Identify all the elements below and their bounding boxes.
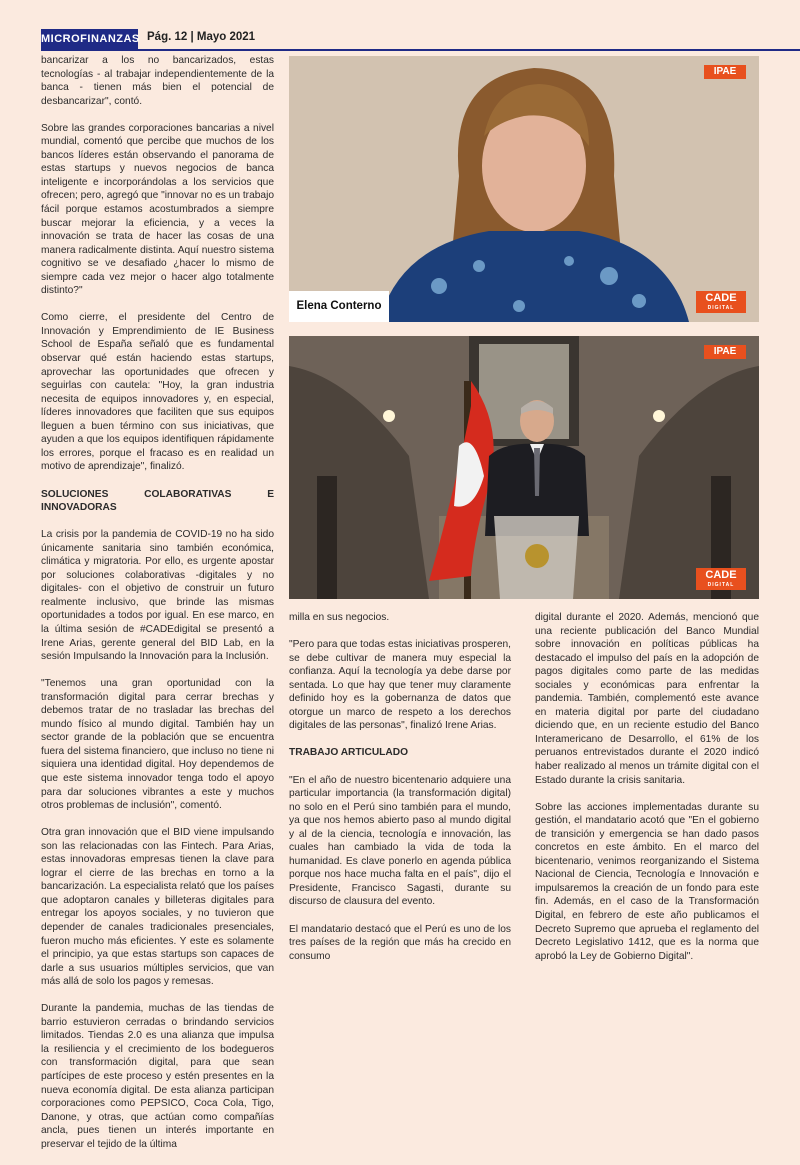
paragraph: Sobre las grandes corporaciones bancarias a nivel mundial, comentó que percibe que muchos de los bancos líderes están observando el panorama de estas startups y nuevos negocios de banca inteligente e incorporándolas a los servicios que ofrecen; pero, agregó que "innovar no es un trabajo fácil porque estamos acostumbrados a siempre buscar mejorar la eficiencia, y a veces la innovación se trata de hacer las cosas de una manera radicalmente distinta. Aquí nuestro sistema cognitivo se ve desafiado ¿hacer lo mismo de siempre cada vez mejor o hacer algo totalmente distinto?"	[41, 122, 274, 297]
article-column-2	[289, 611, 511, 977]
page-info: Pág. 12 | Mayo 2021	[147, 31, 256, 43]
paragraph: milla en sus negocios.	[289, 612, 390, 623]
cade-logo-subtitle: DIGITAL	[707, 582, 735, 588]
cade-logo	[696, 568, 746, 590]
paragraph: Como cierre, el presidente del Centro de Innovación y Emprendimiento de IE Business School de España señaló que es fundamental observar qué están haciendo estas startups, aprovechar las oportunidades que ofrecen y seguirlas con cautela: "Hoy, la gran industria necesita de equipos innovadores y, en especial, líderes innovadores que faciliten que sus equipos lleguen a buen término con sus iniciativas, que ayuden a que los equipos identifiquen rápidamente los errores, porque el fracaso es en realidad un motivo de aprendizaje", finalizó.	[41, 312, 274, 473]
paragraph: Sobre las acciones implementadas durante su gestión, el mandatario acotó que "En el gobierno de transición y emergencia se han dado pasos concretos en este ámbito. En el marco del bicentenario, venimos reorganizando el Sistema Nacional de Ciencia, Tecnología e Innovación e impulsaremos la creación de un fondo para este fin. Además, en el caso de la Transformación Digital, en febrero de este año publicamos el Decreto Supremo que aprueba el reglamento del Decreto Legislativo 1412, que es la norma que aprobó la Ley de Gobierno Digital".	[535, 801, 759, 962]
photo-speaker-conterno	[289, 56, 759, 322]
page-header	[0, 0, 800, 50]
cade-logo-title: CADE	[705, 569, 737, 581]
header-divider	[41, 49, 800, 51]
cade-logo-subtitle: DIGITAL	[707, 305, 735, 311]
article-column-1	[41, 54, 274, 1165]
photo-president-podium	[289, 336, 759, 599]
speaker-illustration	[289, 56, 759, 322]
ipae-logo: IPAE	[704, 345, 746, 359]
paragraph: "Pero para que todas estas iniciativas prosperen, se debe cultivar de manera muy especial la confianza. Aquí la tecnología ya debe darse por sentada. Lo que hay que tener muy claramente definido hoy es la gobernanza de datos que otorgue un marco de respeto a los derechos digitales de las personas", finalizó Irene Arias.	[289, 639, 511, 732]
section-heading: TRABAJO ARTICULADO	[289, 747, 409, 759]
section-heading: SOLUCIONES COLABORATIVAS E INNOVADORAS	[41, 488, 274, 514]
article-column-3	[535, 611, 759, 977]
cade-logo	[696, 291, 746, 313]
paragraph: El mandatario destacó que el Perú es uno de los tres países de la región que más ha crecido en consumo	[289, 923, 511, 962]
paragraph: La crisis por la pandemia de COVID-19 no ha sido únicamente sanitaria sino también económica, climática y migratoria. Por ello, es urgente apostar por soluciones colaborativas -digitales y no digitales- con el objetivo de construir un futuro realmente inclusivo, que brinde las mismas oportunidades a todos por igual. En ese marco, en la última sesión de #CADEdigital se presentó a Irene Arias, gerente general del BID Lab, en la sesión Impulsando la Innovación para la Inclusión.	[41, 529, 274, 663]
magazine-brand: MICROFINANZAS	[41, 29, 138, 50]
speaker-caption: Elena Conterno	[289, 291, 389, 322]
paragraph: "Tenemos una gran oportunidad con la transformación digital para cerrar brechas y debemos tratar de no trasladar las brechas del mundo físico al mundo digital. También hay un sector grande de la población que se encuentra fuera del sistema financiero, que incluso no tiene ni siquiera una identidad digital. Hoy dependemos de que este sistema innovador tenga todo el apoyo para dar soluciones vibrantes a este y muchos otros problemas de inclusión", comentó.	[41, 678, 274, 812]
paragraph: "En el año de nuestro bicentenario adquiere una particular importancia (la transformación digital) no solo en el Perú sino también para el mundo, ya que nos hemos abierto paso al mundo digital y al de la ciencia, tecnología e innovación, las cuales han cambiado la vida de toda la humanidad. Es clave ponerlo en agenda pública porque nos hace mucha falta en el país", dijo el Presidente, Francisco Sagasti, durante su discurso de clausura del evento.	[289, 774, 511, 908]
paragraph: Durante la pandemia, muchas de las tiendas de barrio estuvieron cerradas o brindando servicios limitados. Tiendas 2.0 es una alianza que impulsa la resiliencia y el crecimiento de los bodegueros con transformación digital, para que sean partícipes de este proceso y estén presentes en la nueva economía digital. De esta alianza participan corporaciones como PEPSICO, Coca Cola, Tigo, Danone, y otras, que actúan como compañías ancla, pues tienen un interés importante en preservar el tejido de la última	[41, 1003, 274, 1150]
cade-logo-title: CADE	[705, 292, 737, 304]
paragraph: Otra gran innovación que el BID viene impulsando son las relacionadas con las Fintech. Para Arias, estas innovadoras empresas tienen la clave para lograr el cierre de las brechas en torno a la bancarización. La especialista relató que los países que adoptaron canales y billeteras digitales para entregar los apoyos sociales, y no tuvieron que depender de canales tradicionales presenciales, fueron mucho más eficientes. Y este es solamente el principio, ya que estas startups son capaces de darle a sus usuarios múltiples servicios, que van más allá de solo los pagos y remesas.	[41, 827, 274, 988]
paragraph: bancarizar a los no bancarizados, estas tecnologías - al trabajar independientemente de la banca - tienen más bien el potencial de desbancarizar", contó.	[41, 55, 274, 107]
palace-illustration	[289, 336, 759, 599]
ipae-logo: IPAE	[704, 65, 746, 79]
paragraph: digital durante el 2020. Además, mencionó que una reciente publicación del Banco Mundial sobre innovación en políticas públicas ha destacado el impulso del país en la adopción de pagos digitales como parte de las medidas sociales y económicas para enfrentar la pandemia. También, complementó este avance en materia digital por parte del ciudadano diciendo que, en un reciente estudio del Banco Interamericano de Desarrollo, el 61% de los peruanos entrevistados durante el 2020 indicó haber realizado al menos un trámite digital con el Estado durante la crisis sanitaria.	[535, 612, 759, 786]
